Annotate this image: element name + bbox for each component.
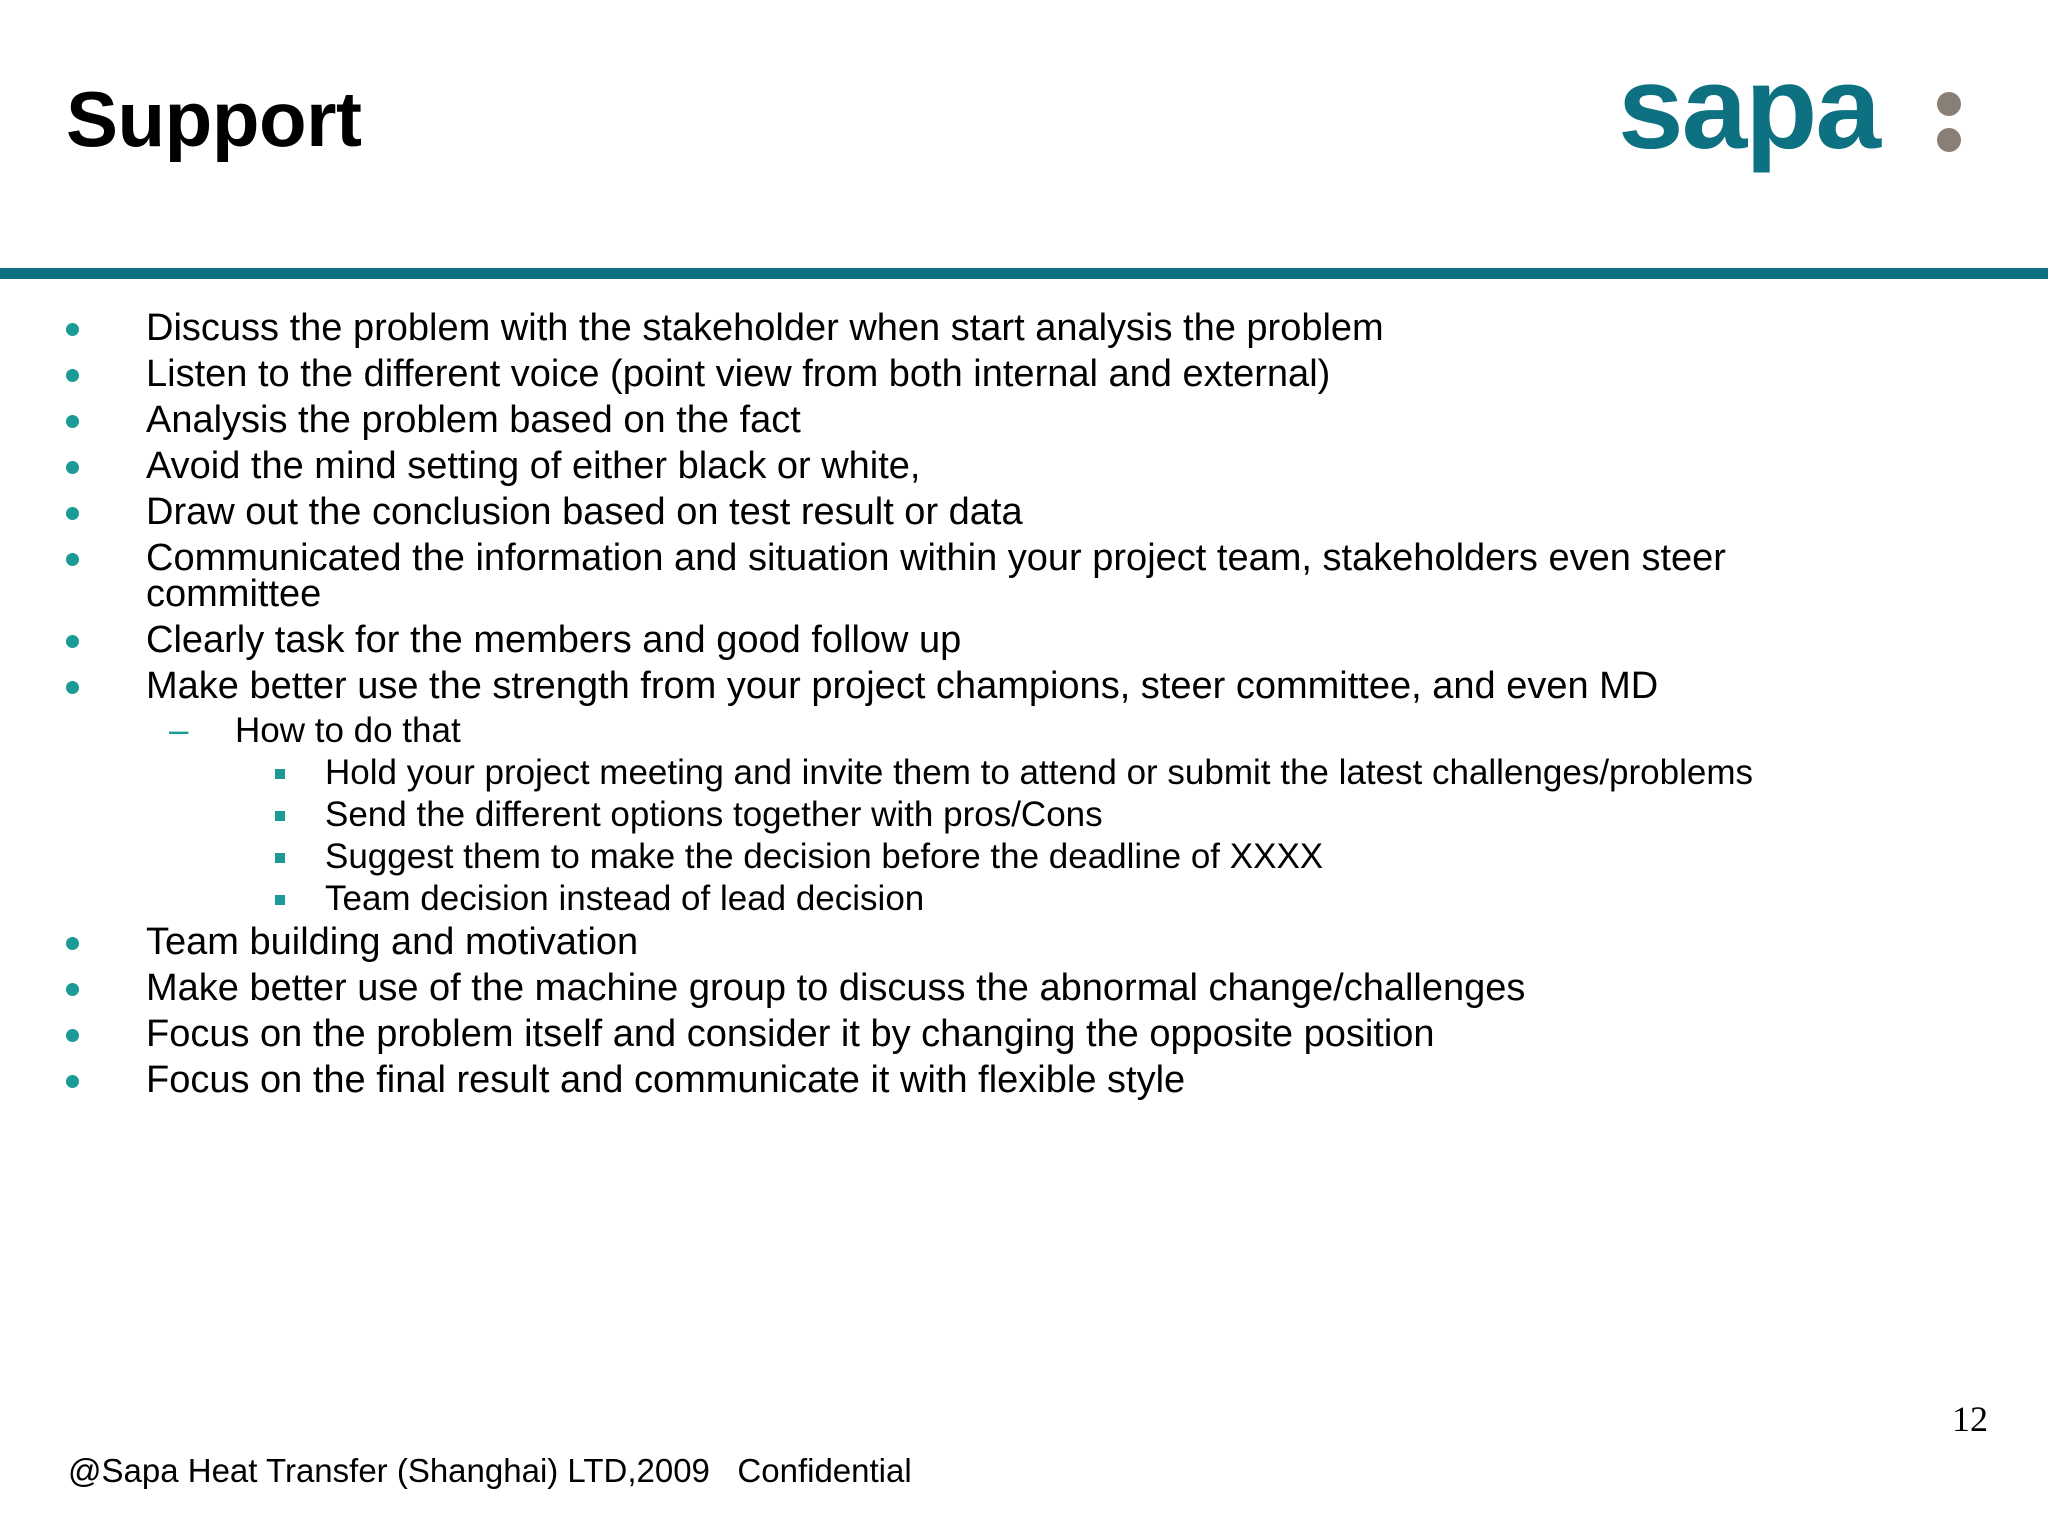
square-bullet-icon: [275, 895, 285, 905]
bullet-dot-icon: [66, 983, 79, 996]
bullet-dot-icon: [66, 681, 79, 694]
sub-sub-list-item-text: Team decision instead of lead decision: [325, 879, 925, 918]
footer-text: @Sapa Heat Transfer (Shanghai) LTD,2009 Confidential: [68, 1452, 912, 1489]
list-item-text: Team building and motivation: [146, 921, 639, 963]
list-item: [146, 921, 1846, 963]
square-bullet-icon: [275, 769, 285, 779]
page-number: 12: [1952, 1399, 1988, 1439]
bullet-dot-icon: [66, 461, 79, 474]
list-item: [146, 307, 1846, 349]
sub-sub-list-item-text: Hold your project meeting and invite them to attend or submit the latest challenges/problems: [325, 753, 1753, 792]
sub-sub-list-item-text: Send the different options together with pros/Cons: [325, 795, 1103, 834]
bullet-dot-icon: [66, 553, 79, 566]
sub-list-item-text: How to do that: [235, 711, 461, 750]
list-item-text: Make better use the strength from your project champions, steer committee, and even MD: [146, 665, 1659, 707]
bullet-dot-icon: [66, 415, 79, 428]
sub-sub-list-item-text: Suggest them to make the decision before the deadline of XXXX: [325, 837, 1324, 876]
list-item: [146, 1013, 1846, 1055]
sub-sub-list-item: [325, 753, 2048, 792]
logo-wordmark: sapa: [1618, 48, 1879, 174]
list-item: [146, 1059, 1846, 1101]
logo-colon-top-dot: [1937, 92, 1961, 116]
list-item: [146, 445, 1846, 487]
bullet-list: [0, 307, 2048, 1108]
list-item: [146, 537, 1846, 615]
list-item-text: Draw out the conclusion based on test result or data: [146, 491, 1023, 533]
list-item: [146, 967, 1846, 1009]
list-item-text: Analysis the problem based on the fact: [146, 399, 801, 441]
header-divider: [0, 268, 2048, 279]
list-item: [146, 353, 1846, 395]
list-item-text: Clearly task for the members and good follow up: [146, 619, 962, 661]
bullet-dot-icon: [66, 635, 79, 648]
sub-sub-list-item: [325, 837, 2048, 876]
logo-colon-bottom-dot: [1937, 128, 1961, 152]
sapa-logo: [1618, 48, 1978, 198]
sub-sub-list-item: [325, 879, 2048, 918]
bullet-dot-icon: [66, 1075, 79, 1088]
list-item: [146, 491, 1846, 533]
list-item-text: Listen to the different voice (point view from both internal and external): [146, 353, 1331, 395]
list-item-text: Focus on the problem itself and consider it by changing the opposite position: [146, 1013, 1435, 1055]
list-item: [146, 619, 1846, 661]
bullet-dot-icon: [66, 1029, 79, 1042]
slide-title: Support: [66, 75, 362, 163]
list-item-text: Make better use of the machine group to discuss the abnormal change/challenges: [146, 967, 1526, 1009]
square-bullet-icon: [275, 811, 285, 821]
list-item-text: Discuss the problem with the stakeholder when start analysis the problem: [146, 307, 1384, 349]
square-bullet-icon: [275, 853, 285, 863]
list-item: [146, 665, 1846, 707]
list-item: [146, 399, 1846, 441]
bullet-dot-icon: [66, 323, 79, 336]
list-item-text: Avoid the mind setting of either black or white,: [146, 445, 921, 487]
sub-sub-list-item: [325, 795, 2048, 834]
bullet-dot-icon: [66, 937, 79, 950]
dash-bullet-icon: –: [169, 711, 189, 750]
bullet-dot-icon: [66, 369, 79, 382]
bullet-dot-icon: [66, 507, 79, 520]
sub-list-item: [169, 711, 2048, 750]
list-item-text: Focus on the final result and communicate it with flexible style: [146, 1059, 1186, 1101]
list-item-text: Communicated the information and situation within your project team, stakeholders even steer committee: [146, 537, 1726, 615]
